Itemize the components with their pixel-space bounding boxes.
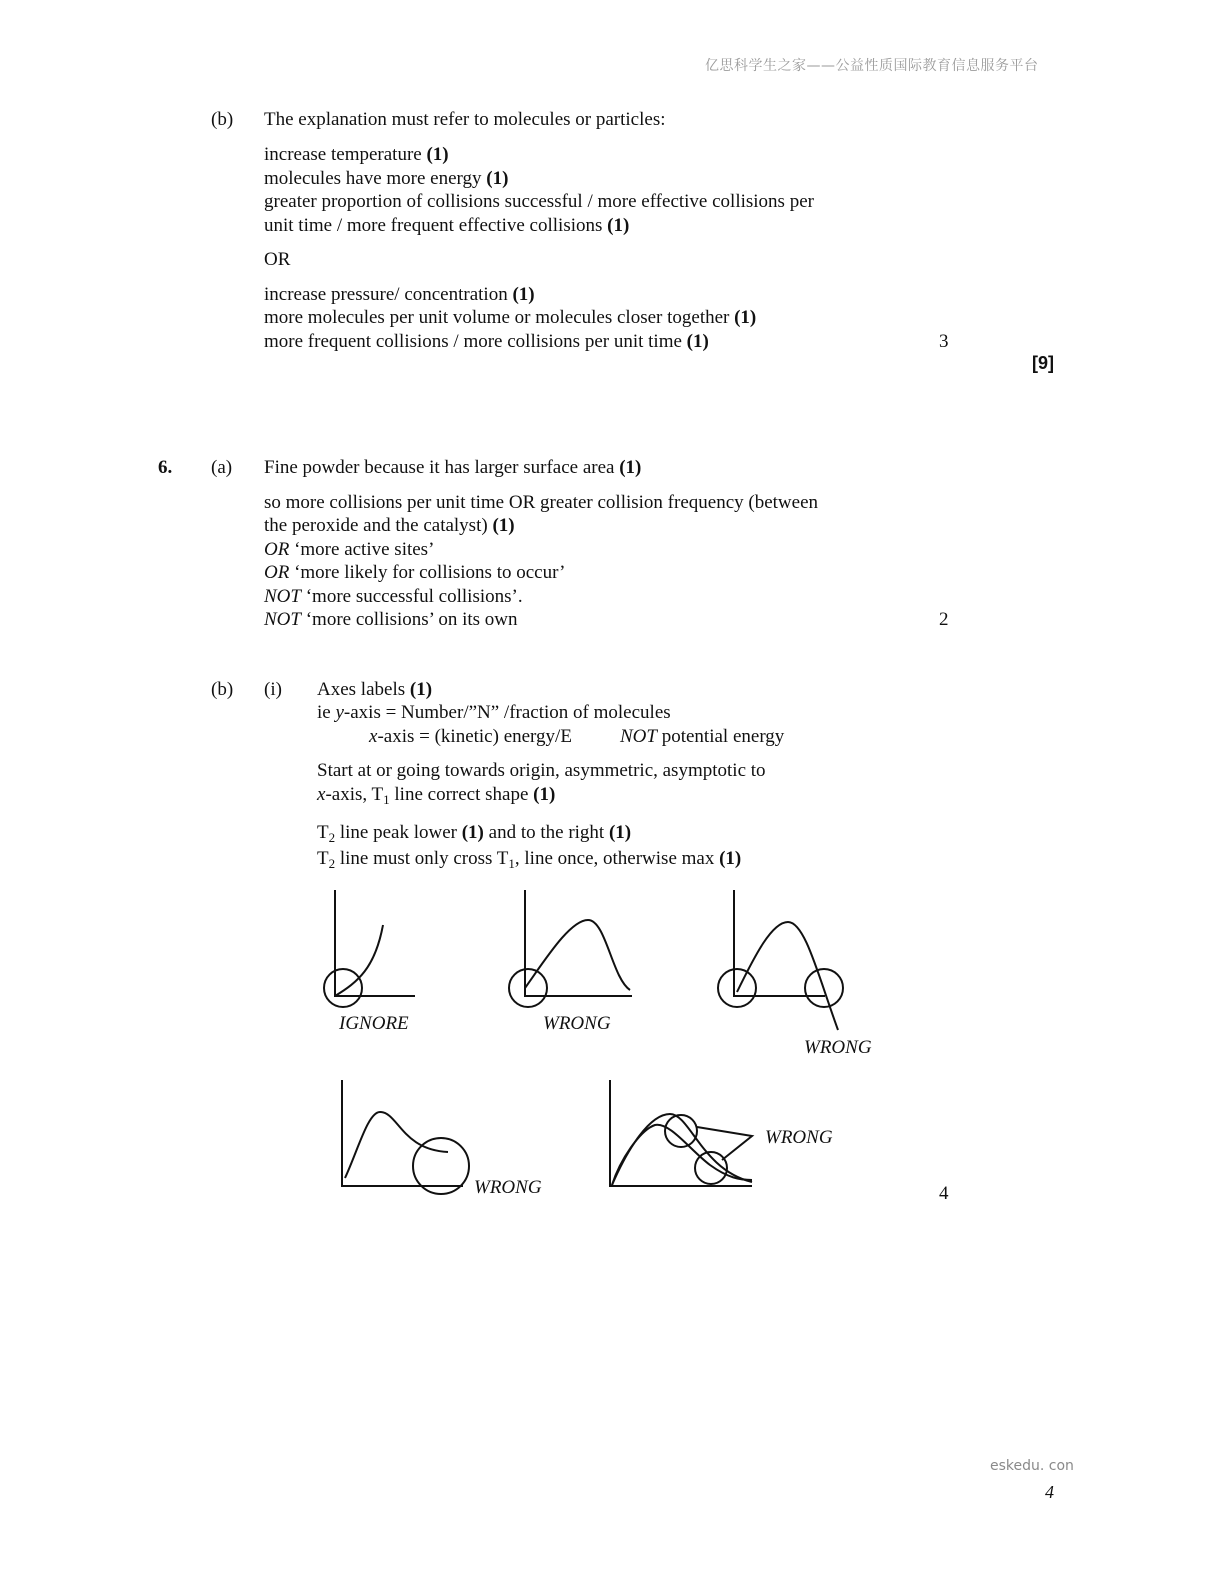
axes	[342, 1080, 463, 1186]
keyword: OR	[264, 562, 290, 583]
q6a-marks: 2	[939, 609, 949, 630]
sketch-wrong-1	[509, 890, 632, 1007]
curve	[612, 1125, 752, 1185]
line-text: T	[317, 822, 329, 843]
curve	[335, 925, 383, 996]
mark: (1)	[426, 144, 449, 165]
mark: (1)	[686, 331, 709, 352]
q6b-label: (b)	[211, 679, 234, 700]
subscript: 2	[328, 830, 336, 845]
mark: (1)	[619, 457, 642, 478]
line-text: ‘more active sites’	[289, 539, 435, 560]
mark: (1)	[607, 215, 630, 236]
q6-number: 6.	[158, 457, 173, 478]
mark: (1)	[533, 784, 556, 805]
line-text: Axes labels	[317, 679, 406, 700]
q5b-or: OR	[264, 249, 291, 270]
mark: (1)	[608, 822, 632, 843]
line-text: T	[317, 848, 329, 869]
line-text: more frequent collisions / more collisions per unit time	[264, 331, 682, 352]
line-text: Start at or going towards origin, asymmetric, asymptotic to	[317, 760, 766, 781]
sketch-wrong-3	[342, 1080, 469, 1194]
q6b-marks: 4	[939, 1183, 949, 1204]
line-text: -axis, T	[325, 784, 384, 805]
line-text: -axis = Number/”N” /fraction of molecules	[343, 702, 671, 723]
line-text: molecules have more energy	[264, 168, 482, 189]
q6a-label: (a)	[211, 457, 233, 478]
curve	[525, 920, 630, 990]
line-text: line correct shape	[389, 784, 529, 805]
axes	[335, 890, 415, 996]
line-text: increase temperature	[264, 144, 422, 165]
sketch-wrong-4	[610, 1080, 752, 1186]
line-text: the peroxide and the catalyst)	[264, 515, 488, 536]
subscript: 1	[383, 792, 390, 807]
circle-mark	[718, 969, 756, 1007]
circle-mark	[324, 969, 362, 1007]
q5b-label: (b)	[211, 109, 234, 130]
line-text: line peak lower	[335, 822, 462, 843]
mark: (1)	[461, 822, 484, 843]
line-text: ‘more collisions’ on its own	[300, 609, 518, 630]
q5b-intro: The explanation must refer to molecules or particles:	[264, 109, 666, 130]
subscript: 2	[328, 856, 336, 871]
line-text: more molecules per unit volume or molecules closer together	[264, 307, 730, 328]
line-text: ‘more likely for collisions to occur’	[289, 562, 566, 583]
page-number: 4	[1045, 1482, 1054, 1502]
line-text: unit time / more frequent effective collisions	[264, 215, 603, 236]
sketch-label: WRONG	[765, 1127, 833, 1148]
mark: (1)	[409, 679, 433, 700]
mark: (1)	[719, 848, 742, 869]
mark: (1)	[492, 515, 515, 536]
sketch-label: WRONG	[543, 1013, 611, 1034]
subscript: 1	[508, 856, 515, 871]
keyword: NOT	[620, 726, 657, 747]
axis-symbol: x	[317, 784, 326, 805]
q5b-marks: 3	[939, 331, 949, 352]
line-text: ie	[317, 702, 336, 723]
line-text: greater proportion of collisions successful / more effective collisions per	[264, 191, 814, 212]
line-text: Fine powder because it has larger surface area	[264, 457, 615, 478]
q5-total-marks: [9]	[1032, 353, 1054, 373]
sketch-label: WRONG	[474, 1177, 542, 1198]
curve	[345, 1112, 448, 1178]
circle-mark	[509, 969, 547, 1007]
axis-symbol: x	[369, 726, 378, 747]
keyword: NOT	[264, 586, 301, 607]
sketch-label: WRONG	[804, 1037, 872, 1058]
footer-site-text: eskedu. con	[990, 1458, 1074, 1474]
q6b-sublabel: (i)	[264, 679, 282, 700]
line-text: line must only cross T	[335, 848, 509, 869]
axes	[525, 890, 632, 996]
line-text: -axis = (kinetic) energy/E	[377, 726, 572, 747]
line-text: potential energy	[656, 726, 785, 747]
line-text: increase pressure/ concentration	[264, 284, 508, 305]
mark: (1)	[486, 168, 509, 189]
keyword: NOT	[264, 609, 301, 630]
mark: (1)	[512, 284, 535, 305]
line-text: and to the right	[483, 822, 609, 843]
mark: (1)	[734, 307, 757, 328]
sketch-ignore	[324, 890, 415, 1007]
sketch-wrong-2	[718, 890, 843, 1030]
line-text: so more collisions per unit time OR greater collision frequency (between	[264, 492, 819, 513]
line-text: , line once, otherwise max	[514, 848, 720, 869]
keyword: OR	[264, 539, 290, 560]
axis-symbol: y	[335, 702, 344, 723]
header-site-text: 亿思科学生之家——公益性质国际教育信息服务平台	[705, 58, 1039, 74]
pointer-line	[697, 1127, 752, 1160]
axes	[734, 890, 825, 996]
sketch-label: IGNORE	[339, 1013, 409, 1034]
line-text: ‘more successful collisions’.	[300, 586, 523, 607]
curve	[612, 1114, 752, 1185]
